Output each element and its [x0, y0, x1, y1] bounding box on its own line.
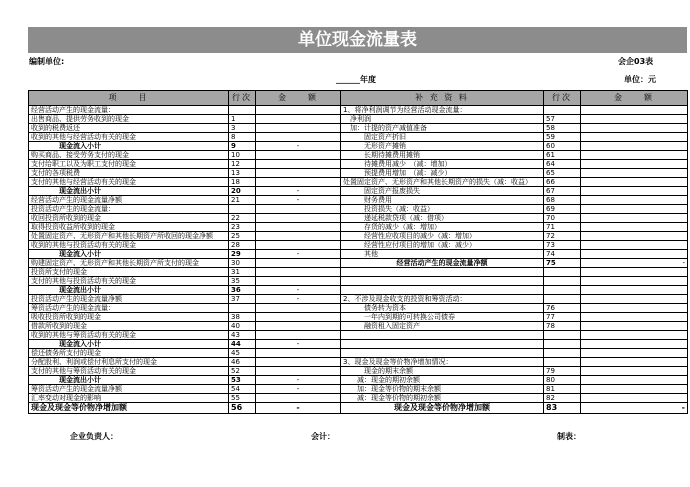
left-amount[interactable]: [256, 241, 341, 250]
right-line-no: 78: [544, 322, 581, 331]
unit-label: 编制单位:: [29, 57, 65, 66]
right-line-no: [544, 286, 581, 295]
right-line-no: [544, 349, 581, 358]
left-line-no: 13: [229, 169, 256, 178]
left-line-no: 28: [229, 241, 256, 250]
right-line-no: 64: [544, 160, 581, 169]
left-amount[interactable]: [256, 178, 341, 187]
right-amount[interactable]: [581, 304, 688, 313]
left-amount[interactable]: -: [256, 385, 341, 394]
left-line-no: 54: [229, 385, 256, 394]
table-row: [29, 196, 688, 205]
left-item: 投资活动产生的现金流量：: [29, 205, 229, 214]
total-left-no: 56: [229, 403, 256, 414]
right-item: 处置固定资产、无形资产和其他长期资产的损失（减：收益）: [341, 178, 544, 187]
table-row: [29, 304, 688, 313]
left-amount[interactable]: [256, 322, 341, 331]
right-item: 融资租入固定资产: [341, 322, 544, 331]
left-line-no: 43: [229, 331, 256, 340]
table-row: [29, 115, 688, 124]
table-row: [29, 223, 688, 232]
right-item: 3、现金及现金等价物净增加情况：: [341, 358, 544, 367]
right-item: 减：现金等价物的期初余额: [341, 394, 544, 403]
right-amount[interactable]: [581, 178, 688, 187]
left-line-no: 8: [229, 133, 256, 142]
right-item: 减：现金的期初余额: [341, 376, 544, 385]
right-amount[interactable]: [581, 268, 688, 277]
table-row: [29, 214, 688, 223]
left-item: 支付给职工以及为职工支付的现金: [29, 160, 229, 169]
right-line-no: 59: [544, 133, 581, 142]
left-amount[interactable]: [256, 232, 341, 241]
left-amount[interactable]: [256, 160, 341, 169]
left-line-no: [229, 304, 256, 313]
right-amount[interactable]: [581, 331, 688, 340]
left-amount[interactable]: -: [256, 295, 341, 304]
left-amount[interactable]: [256, 358, 341, 367]
right-item: 无形资产摊销: [341, 142, 544, 151]
left-amount[interactable]: [256, 349, 341, 358]
total-right-amount[interactable]: -: [581, 403, 688, 414]
table-row: [29, 358, 688, 367]
left-line-no: 31: [229, 268, 256, 277]
right-line-no: 80: [544, 376, 581, 385]
left-line-no: 9: [229, 142, 256, 151]
left-amount[interactable]: -: [256, 340, 341, 349]
left-line-no: 25: [229, 232, 256, 241]
right-amount[interactable]: [581, 376, 688, 385]
right-item: 存货的减少（减：增加）: [341, 223, 544, 232]
left-amount[interactable]: [256, 115, 341, 124]
right-item: 投资损失（减：收益）: [341, 205, 544, 214]
left-amount[interactable]: [256, 214, 341, 223]
left-line-no: 36: [229, 286, 256, 295]
table-row: [29, 385, 688, 394]
left-line-no: 18: [229, 178, 256, 187]
left-item: 偿还债务所支付的现金: [29, 349, 229, 358]
right-amount[interactable]: [581, 277, 688, 286]
right-amount[interactable]: [581, 124, 688, 133]
table-header-row: [29, 91, 688, 106]
right-item: 待摊费用减少 （减：增加）: [341, 160, 544, 169]
col-seq: 行次: [229, 91, 256, 106]
table-row: [29, 268, 688, 277]
right-amount[interactable]: [581, 160, 688, 169]
right-amount[interactable]: [581, 133, 688, 142]
left-line-no: 52: [229, 367, 256, 376]
left-line-no: 12: [229, 160, 256, 169]
right-item: 净利润: [341, 115, 544, 124]
left-amount[interactable]: [256, 205, 341, 214]
cash-flow-table: [28, 90, 688, 414]
total-right-label: 现金及现金等价物净增加额: [341, 403, 544, 414]
table-row: [29, 124, 688, 133]
right-amount[interactable]: [581, 322, 688, 331]
table-row: [29, 169, 688, 178]
right-amount[interactable]: [581, 205, 688, 214]
footer-accountant: 会计：: [311, 432, 335, 441]
left-item: 取得投资收益所收到的现金: [29, 223, 229, 232]
table-row: [29, 394, 688, 403]
table-row: [29, 322, 688, 331]
right-item: 加：现金等价物的期末余额: [341, 385, 544, 394]
right-line-no: 66: [544, 178, 581, 187]
left-item: 经营活动产生的现金流量：: [29, 106, 229, 115]
right-amount[interactable]: [581, 106, 688, 115]
year-line: [336, 74, 376, 85]
col-supp: 补 充 资 料: [341, 91, 544, 106]
left-item: 支付的其他与投资活动有关的现金: [29, 277, 229, 286]
table-row: [29, 106, 688, 115]
right-item: 经营性应收项目的减少（减：增加）: [341, 232, 544, 241]
year-blank: ______: [336, 75, 360, 84]
left-item: 购建固定资产、无形资产和其他长期资产所支付的现金: [29, 259, 229, 268]
left-item: 现金流出小计: [29, 286, 229, 295]
currency-label: 单位：元: [624, 75, 656, 84]
left-line-no: 55: [229, 394, 256, 403]
left-line-no: 23: [229, 223, 256, 232]
right-amount[interactable]: [581, 295, 688, 304]
table-row: [29, 178, 688, 187]
left-item: 现金流入小计: [29, 250, 229, 259]
table-row: [29, 259, 688, 268]
right-item: 1、将净利润调节为经营活动现金流量：: [341, 106, 544, 115]
right-line-no: 61: [544, 151, 581, 160]
left-line-no: 29: [229, 250, 256, 259]
right-item: 长期待摊费用摊销: [341, 151, 544, 160]
right-line-no: [544, 295, 581, 304]
left-amount[interactable]: [256, 169, 341, 178]
left-item: 汇率变动对现金的影响: [29, 394, 229, 403]
left-item: 支付的各项税费: [29, 169, 229, 178]
right-item: 经营性应付项目的增加（减：减少）: [341, 241, 544, 250]
right-line-no: 72: [544, 232, 581, 241]
right-item: 预提费用增加 （减：减少）: [341, 169, 544, 178]
table-row: [29, 232, 688, 241]
right-line-no: [544, 106, 581, 115]
left-item: 出售商品、提供劳务收到的现金: [29, 115, 229, 124]
right-line-no: [544, 331, 581, 340]
col-item: 项 目: [29, 91, 229, 106]
left-item: 分配股利、利润或偿付利息所支付的现金: [29, 358, 229, 367]
col-seq2: 行次: [544, 91, 581, 106]
left-line-no: 20: [229, 187, 256, 196]
right-amount[interactable]: [581, 313, 688, 322]
left-line-no: 1: [229, 115, 256, 124]
left-amount[interactable]: [256, 268, 341, 277]
table-row: [29, 133, 688, 142]
left-item: 收到的其他与筹资活动有关的现金: [29, 331, 229, 340]
right-item: 固定资产报废损失: [341, 187, 544, 196]
left-amount[interactable]: [256, 313, 341, 322]
right-item: [341, 349, 544, 358]
left-item: 购买商品、接受劳务支付的现金: [29, 151, 229, 160]
left-line-no: 3: [229, 124, 256, 133]
table-row: [29, 349, 688, 358]
right-line-no: 57: [544, 115, 581, 124]
table-row: [29, 295, 688, 304]
left-line-no: 46: [229, 358, 256, 367]
table-row: [29, 250, 688, 259]
table-row: [29, 277, 688, 286]
report-title: 单位现金流量表: [28, 27, 687, 53]
left-line-no: 35: [229, 277, 256, 286]
footer-leader: 企业负责人：: [70, 432, 118, 441]
right-amount[interactable]: [581, 187, 688, 196]
right-item: [341, 331, 544, 340]
left-item: 支付的其他与筹资活动有关的现金: [29, 367, 229, 376]
right-item: [341, 268, 544, 277]
left-amount[interactable]: [256, 151, 341, 160]
right-amount[interactable]: [581, 151, 688, 160]
right-line-no: 82: [544, 394, 581, 403]
left-amount[interactable]: -: [256, 187, 341, 196]
footer-preparer: 制表：: [557, 432, 581, 441]
left-line-no: 37: [229, 295, 256, 304]
right-amount[interactable]: [581, 232, 688, 241]
left-item: 经营活动产生的现金流量净额: [29, 196, 229, 205]
right-line-no: 74: [544, 250, 581, 259]
right-line-no: [544, 340, 581, 349]
left-item: 收回投资所收到的现金: [29, 214, 229, 223]
left-line-no: 44: [229, 340, 256, 349]
right-line-no: 76: [544, 304, 581, 313]
table-row: [29, 160, 688, 169]
right-item: 一年内到期的可转换公司债券: [341, 313, 544, 322]
right-amount[interactable]: [581, 367, 688, 376]
left-item: 借款所收到的现金: [29, 322, 229, 331]
left-line-no: 21: [229, 196, 256, 205]
left-item: 收到的税费返还: [29, 124, 229, 133]
table-row: [29, 151, 688, 160]
right-line-no: 65: [544, 169, 581, 178]
right-line-no: 68: [544, 196, 581, 205]
left-line-no: 53: [229, 376, 256, 385]
table-row: [29, 142, 688, 151]
right-amount[interactable]: [581, 250, 688, 259]
left-item: 收到的其他与投资活动有关的现金: [29, 241, 229, 250]
left-item: 现金流入小计: [29, 340, 229, 349]
left-item: 筹资活动产生的现金流量：: [29, 304, 229, 313]
right-item: 固定资产折旧: [341, 133, 544, 142]
left-amount[interactable]: [256, 124, 341, 133]
right-item: 财务费用: [341, 196, 544, 205]
right-amount[interactable]: [581, 286, 688, 295]
right-line-no: 71: [544, 223, 581, 232]
right-line-no: 75: [544, 259, 581, 268]
table-row: [29, 367, 688, 376]
right-item: [341, 286, 544, 295]
right-item: 债务转为资本: [341, 304, 544, 313]
left-item: 现金流入小计: [29, 142, 229, 151]
right-amount[interactable]: [581, 340, 688, 349]
left-amount[interactable]: -: [256, 142, 341, 151]
left-amount[interactable]: [256, 331, 341, 340]
right-amount[interactable]: [581, 358, 688, 367]
left-amount[interactable]: [256, 367, 341, 376]
right-amount[interactable]: [581, 169, 688, 178]
left-line-no: 40: [229, 322, 256, 331]
right-item: 其他: [341, 250, 544, 259]
right-amount[interactable]: [581, 385, 688, 394]
left-item: 投资活动产生的现金流量净额: [29, 295, 229, 304]
table-row: [29, 187, 688, 196]
left-amount[interactable]: -: [256, 376, 341, 385]
table-row: [29, 313, 688, 322]
table-row: [29, 376, 688, 385]
right-line-no: 77: [544, 313, 581, 322]
col-amount2: 金 额: [581, 91, 688, 106]
left-amount[interactable]: [256, 394, 341, 403]
left-line-no: 10: [229, 151, 256, 160]
right-item: [341, 340, 544, 349]
right-amount[interactable]: [581, 214, 688, 223]
right-amount[interactable]: [581, 223, 688, 232]
left-item: 现金流出小计: [29, 187, 229, 196]
right-item: 加：计提的资产减值准备: [341, 124, 544, 133]
left-line-no: 45: [229, 349, 256, 358]
right-item: [341, 277, 544, 286]
right-line-no: 69: [544, 205, 581, 214]
left-amount[interactable]: [256, 106, 341, 115]
right-line-no: 70: [544, 214, 581, 223]
right-amount[interactable]: [581, 241, 688, 250]
left-amount[interactable]: [256, 223, 341, 232]
left-line-no: 22: [229, 214, 256, 223]
left-item: 投资所支付的现金: [29, 268, 229, 277]
left-amount[interactable]: -: [256, 196, 341, 205]
right-amount[interactable]: [581, 115, 688, 124]
left-item: 支付的其他与经营活动有关的现金: [29, 178, 229, 187]
right-item: 递延税款贷项（减：借项）: [341, 214, 544, 223]
left-amount[interactable]: -: [256, 286, 341, 295]
right-line-no: [544, 358, 581, 367]
right-line-no: 79: [544, 367, 581, 376]
right-line-no: 60: [544, 142, 581, 151]
right-amount[interactable]: [581, 142, 688, 151]
right-item: 现金的期末余额: [341, 367, 544, 376]
right-line-no: 58: [544, 124, 581, 133]
left-line-no: 30: [229, 259, 256, 268]
table-row: [29, 241, 688, 250]
left-line-no: [229, 106, 256, 115]
right-line-no: 67: [544, 187, 581, 196]
left-amount[interactable]: -: [256, 250, 341, 259]
left-amount[interactable]: [256, 304, 341, 313]
left-amount[interactable]: [256, 259, 341, 268]
total-row: [29, 403, 688, 414]
right-amount[interactable]: -: [581, 259, 688, 268]
left-amount[interactable]: [256, 277, 341, 286]
right-amount[interactable]: [581, 196, 688, 205]
right-amount[interactable]: [581, 349, 688, 358]
left-item: 现金流出小计: [29, 376, 229, 385]
right-line-no: [544, 277, 581, 286]
right-item: 经营活动产生的现金流量净额: [341, 259, 544, 268]
total-right-no: 83: [544, 403, 581, 414]
left-item: 处置固定资产、无形资产和其他长期资产所收回的现金净额: [29, 232, 229, 241]
left-line-no: [229, 205, 256, 214]
col-amount: 金 额: [256, 91, 341, 106]
right-item: 2、不涉及现金收支的投资和筹资活动：: [341, 295, 544, 304]
right-amount[interactable]: [581, 394, 688, 403]
total-left-amount[interactable]: -: [256, 403, 341, 414]
right-line-no: 73: [544, 241, 581, 250]
left-item: 吸收投资所收到的现金: [29, 313, 229, 322]
left-line-no: 38: [229, 313, 256, 322]
left-item: 收到的其他与经营活动有关的现金: [29, 133, 229, 142]
total-left-label: 现金及现金等价物净增加额: [29, 403, 229, 414]
table-row: [29, 286, 688, 295]
right-line-no: [544, 268, 581, 277]
table-row: [29, 205, 688, 214]
left-item: 筹资活动产生的现金流量净额: [29, 385, 229, 394]
right-line-no: 81: [544, 385, 581, 394]
table-row: [29, 331, 688, 340]
form-code: 会企03表: [618, 57, 654, 66]
year-suffix: 年度: [360, 75, 376, 84]
table-row: [29, 340, 688, 349]
left-amount[interactable]: [256, 133, 341, 142]
